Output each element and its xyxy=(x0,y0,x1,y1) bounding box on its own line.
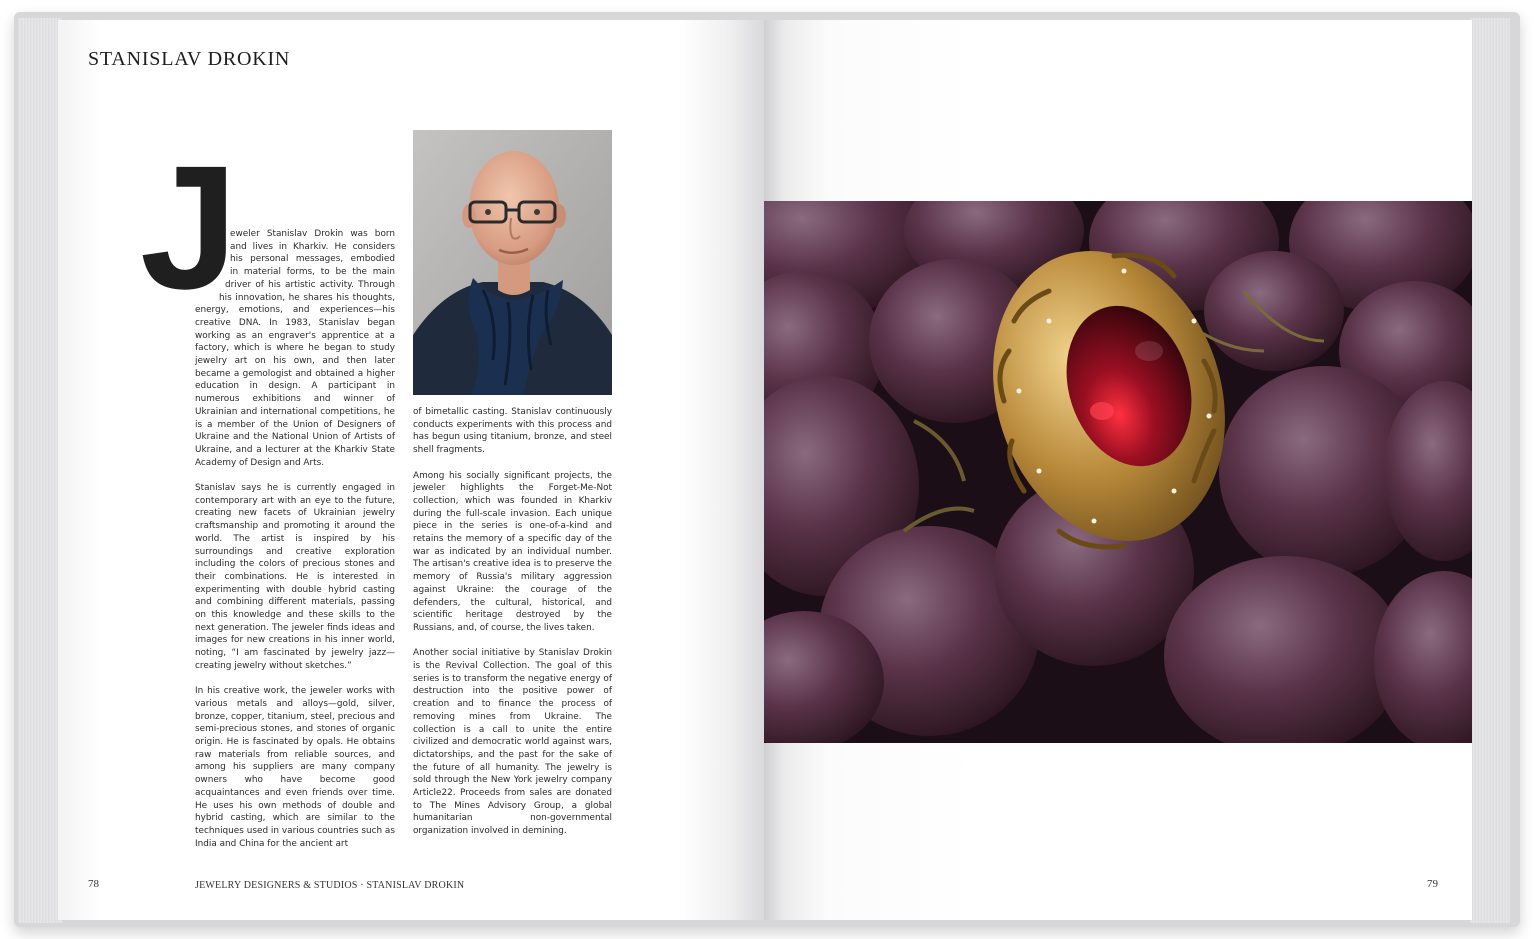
page-number-right: 79 xyxy=(1427,878,1438,890)
intro-paragraph xyxy=(195,228,395,469)
body-paragraph: In his creative work, the jeweler works with various metals and alloys—gold, silver, bronze, copper, titanium, steel, precious and semi-precious stones, and stones of organic origin. He is fascinated by opals. He obtains raw materials from reliable sources, and among his suppliers are many company owners who have become good acquaintances and even friends over time. He uses his own methods of double and hybrid casting, which are similar to the techniques used in various countries such as India and China for the ancient art xyxy=(195,686,395,849)
intro-line: eweler Stanislav Drokin was born xyxy=(230,229,395,239)
intro-line: driver of his artistic activity. Through xyxy=(225,279,395,290)
intro-rest: energy, emotions, and experiences—his creative DNA. In 1983, Stanislav began working as an engraver's apprentice at a factory, which is where he began to study jewelry art on his own, and then later became a gemologist and obtained a higher education in design. A participant in numerous exhibitions and winner of Ukrainian and international competitions, he is a member of the Union of Designers of Ukraine and the National Union of Artists of Ukraine, and a lecturer at the Kharkiv State Academy of Design and Arts. xyxy=(195,305,395,468)
left-page xyxy=(58,20,764,920)
ring-illustration xyxy=(764,201,1472,743)
body-paragraph: Stanislav says he is currently engaged in contemporary art with an eye to the future, creating new facets of Ukrainian jewelry craftsmanship and promoting it around the world. The artist is inspired by his surroundings and creative exploration including the colors of precious stones and their combinations. He is interested in experimenting with double hybrid casting and combining different materials, passing on this knowledge and these skills to the next generation. The jeweler finds ideas and images for new creations in his inner world, noting, “I am fascinated by jewelry jazz—creating jewelry without sketches.” xyxy=(195,483,395,671)
body-column-2 xyxy=(413,406,612,851)
intro-line: his innovation, he shares his thoughts, xyxy=(219,292,395,303)
running-footer: JEWELRY DESIGNERS & STUDIOS · STANISLAV DROKIN xyxy=(195,880,465,891)
portrait-photo xyxy=(413,130,612,395)
intro-line: his personal messages, embodied xyxy=(230,254,395,265)
page-number-left: 78 xyxy=(88,878,99,890)
body-paragraph: Another social initiative by Stanislav Drokin is the Revival Collection. The goal of this series is to transform the negative energy of destruction into the positive power of creation and to finance the process of removing mines from Ukraine. The collection is a call to unite the entire civilized and democratic world against wars, dictatorships, and the past for the sake of the future of all humanity. The jewelry is sold through the New York jewelry company Article22. Proceeds from sales are donated to The Mines Advisory Group, a global humanitarian non-governmental organization involved in demining. xyxy=(413,648,612,837)
portrait-illustration xyxy=(413,130,612,395)
drop-cap: J xyxy=(140,130,238,326)
body-column-1 xyxy=(195,482,395,863)
intro-line: and lives in Kharkiv. He considers xyxy=(230,241,395,252)
body-paragraph: Among his socially significant projects, the jeweler highlights the Forget-Me-Not collection, which was founded in Kharkiv during the full-scale invasion. Each unique piece in the series is one-of-a-kind and retains the memory of a specific day of the war as indicated by an individual number. The artisan's creative idea is to preserve the memory of Russia's military aggression against Ukraine: the courage of the defenders, the cultural, historical, and scientific heritage destroyed by the Russians, and, of course, the lives taken. xyxy=(413,470,612,633)
page-edges-right xyxy=(1470,18,1510,923)
ring-on-grapes-photo xyxy=(764,201,1472,743)
article-title: STANISLAV DROKIN xyxy=(88,48,291,70)
right-page xyxy=(764,20,1472,920)
page-edges-left xyxy=(18,18,62,923)
intro-line: in material forms, to be the main xyxy=(230,267,395,278)
body-paragraph: of bimetallic casting. Stanislav continuously conducts experiments with this process and has begun using titanium, bronze, and steel shell fragments. xyxy=(413,407,612,456)
